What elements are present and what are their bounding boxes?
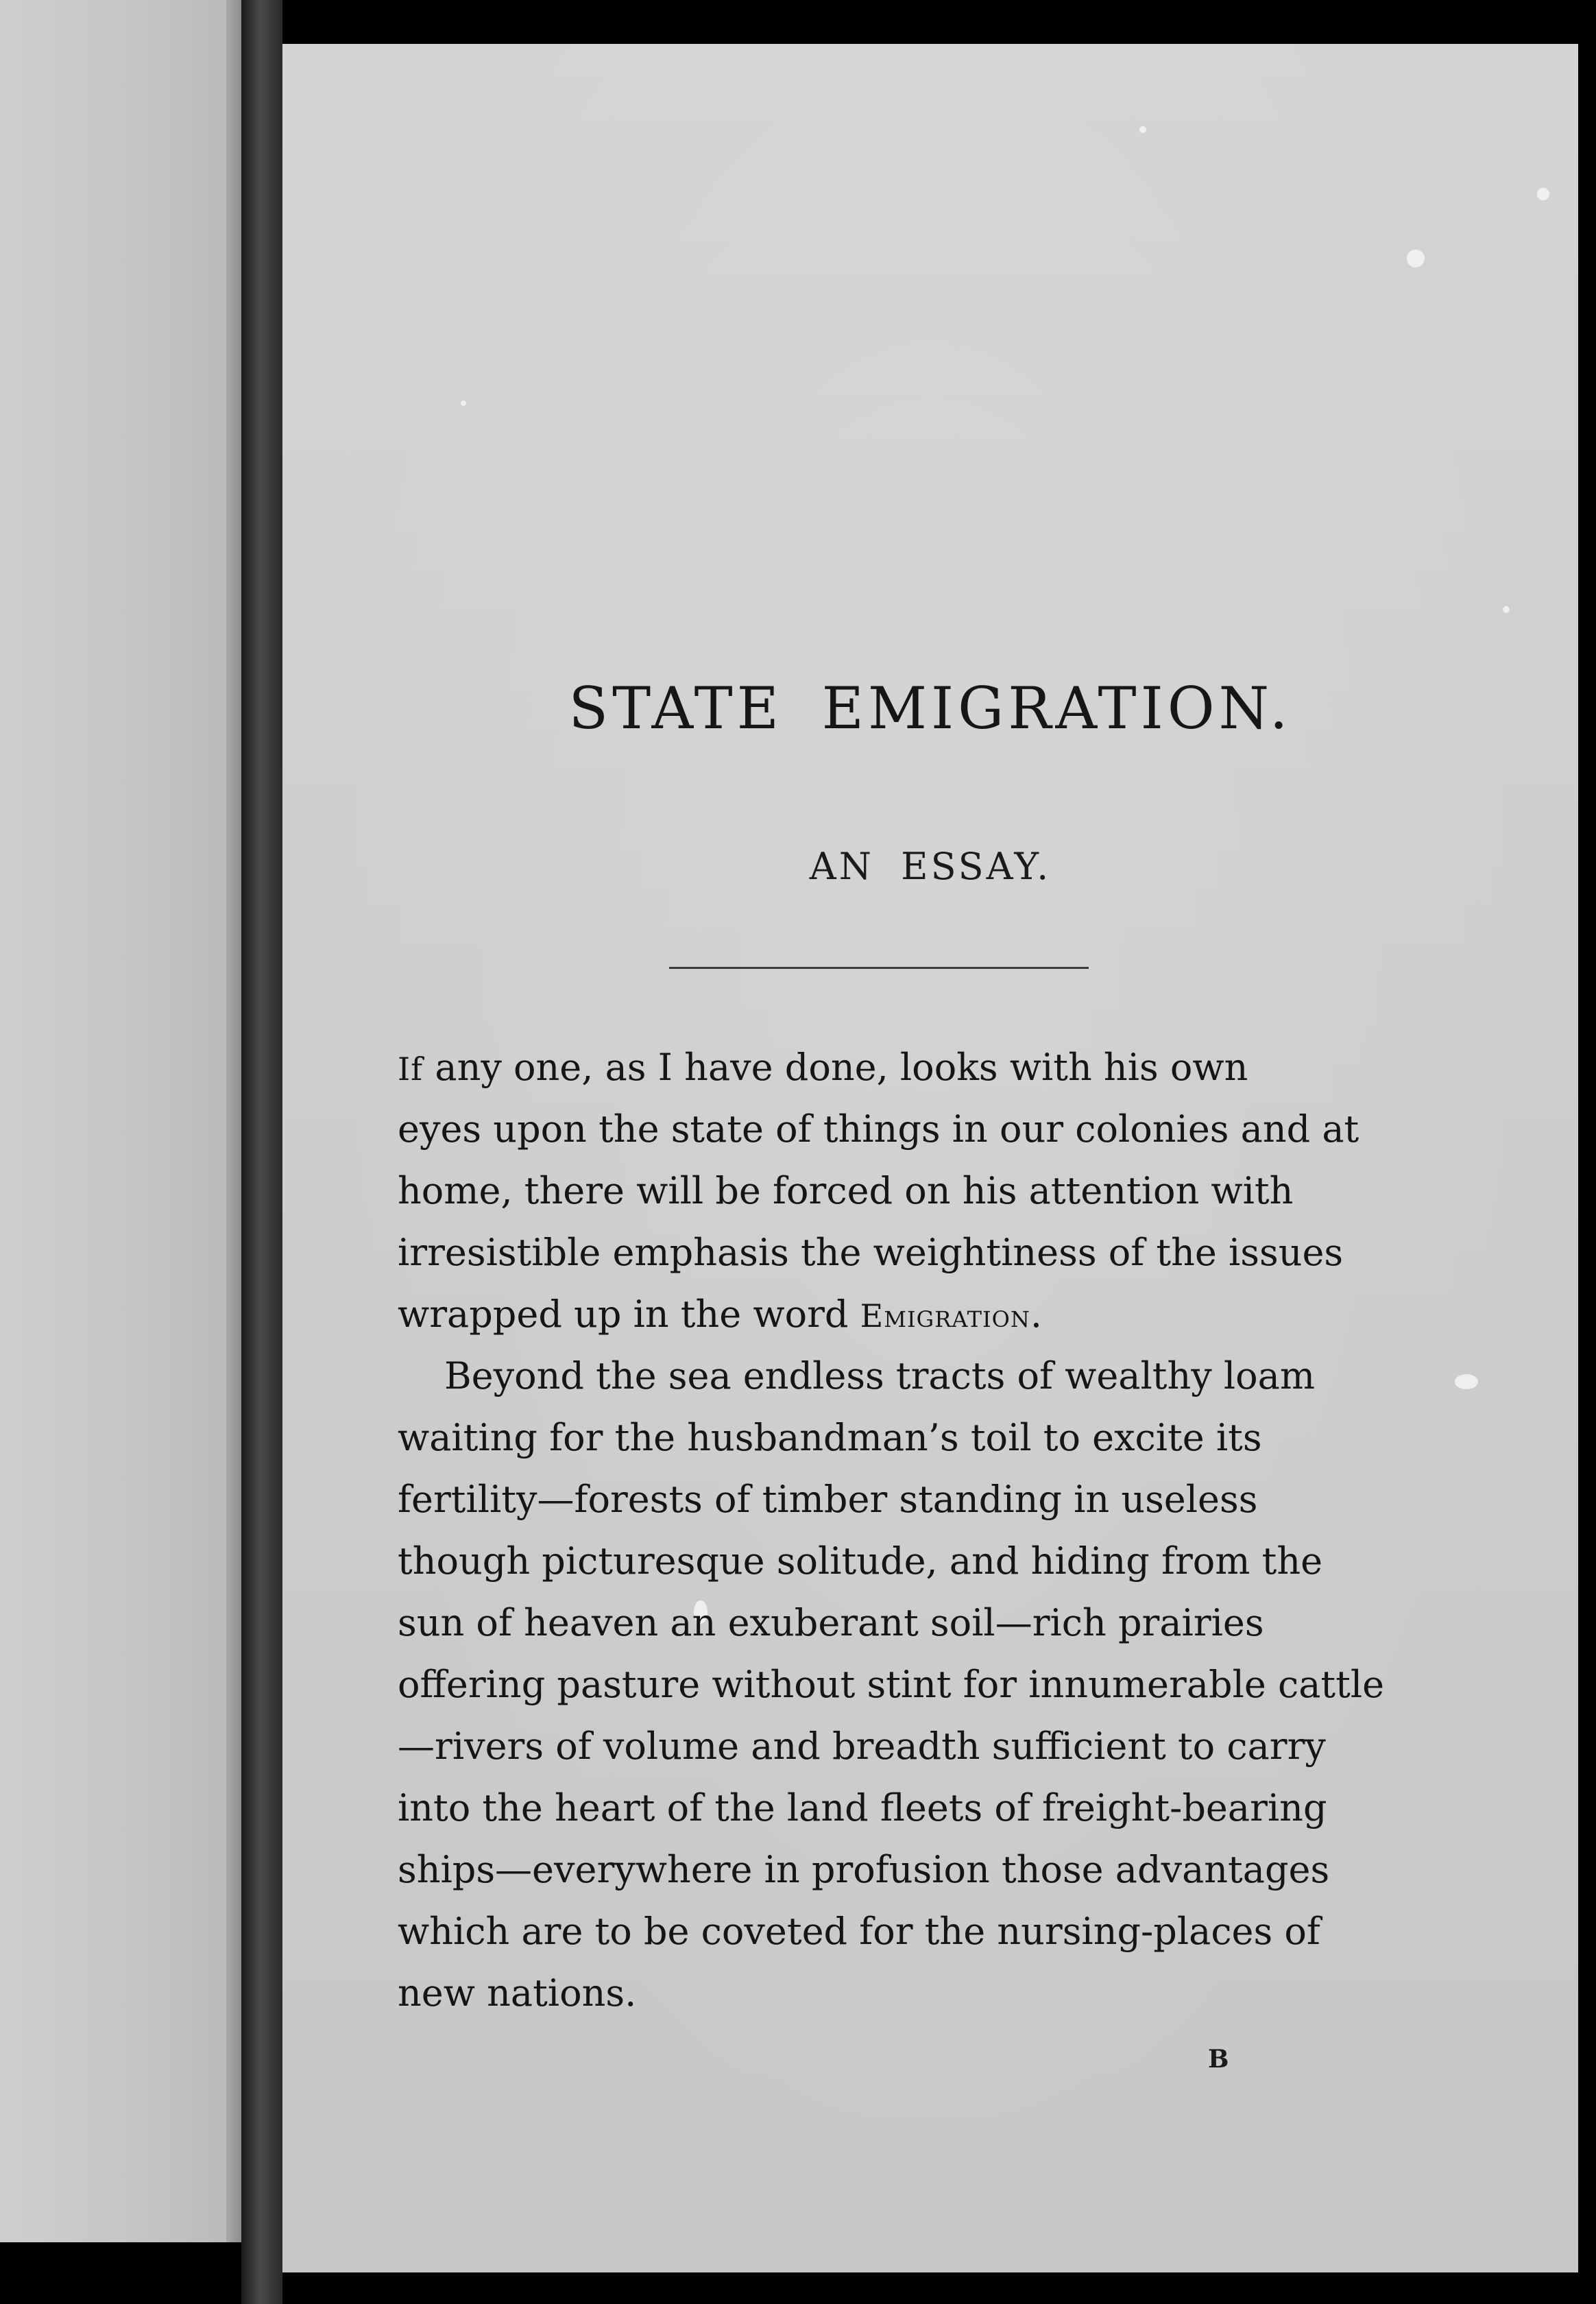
- page-title: STATE EMIGRATION.: [568, 675, 1292, 742]
- line-tail: .: [1030, 1293, 1043, 1336]
- signature-mark: B: [1208, 2045, 1229, 2074]
- smallcaps-word: Emigration: [860, 1297, 1030, 1334]
- drop-lead: If: [398, 1051, 424, 1088]
- line-text: any one, as I have done, looks with his own: [435, 1046, 1248, 1089]
- facing-page-left: [0, 0, 241, 2242]
- book-gutter: [241, 0, 282, 2304]
- scan-speck: [1537, 188, 1549, 200]
- text-line: eyes upon the state of things in our colonies and at: [398, 1107, 1359, 1151]
- book-page: [282, 44, 1578, 2272]
- text-line: fertility—forests of timber standing in useless: [398, 1478, 1258, 1521]
- text-line: home, there will be forced on his attention with: [398, 1169, 1294, 1212]
- text-line: new nations.: [398, 1971, 637, 2015]
- line-text: wrapped up in the word: [398, 1293, 849, 1336]
- page-subtitle: AN ESSAY.: [809, 845, 1052, 888]
- text-line: waiting for the husbandman’s toil to excite its: [398, 1416, 1262, 1459]
- scan-speck: [1503, 606, 1510, 613]
- text-line: [398, 1284, 1596, 1345]
- text-line: ships—everywhere in profusion those advantages: [398, 1848, 1330, 1891]
- scan-speck: [461, 400, 466, 406]
- text-line: into the heart of the land fleets of freight-bearing: [398, 1786, 1327, 1829]
- facing-page-edge: [226, 0, 241, 2242]
- scan-speck: [1139, 126, 1146, 133]
- essay-body: [398, 1037, 1596, 2024]
- scan-speck: [1407, 250, 1425, 267]
- text-line: sun of heaven an exuberant soil—rich prairies: [398, 1601, 1264, 1644]
- text-line: —rivers of volume and breadth sufficient to carry: [398, 1725, 1326, 1768]
- text-line: which are to be coveted for the nursing-places of: [398, 1910, 1320, 1953]
- text-line: Beyond the sea endless tracts of wealthy loam: [444, 1354, 1316, 1397]
- text-line: [398, 1037, 1596, 1099]
- text-line: irresistible emphasis the weightiness of the issues: [398, 1231, 1344, 1274]
- text-line: offering pasture without stint for innumerable cattle: [398, 1663, 1385, 1706]
- text-line: though picturesque solitude, and hiding from the: [398, 1539, 1323, 1583]
- title-rule: [669, 967, 1089, 969]
